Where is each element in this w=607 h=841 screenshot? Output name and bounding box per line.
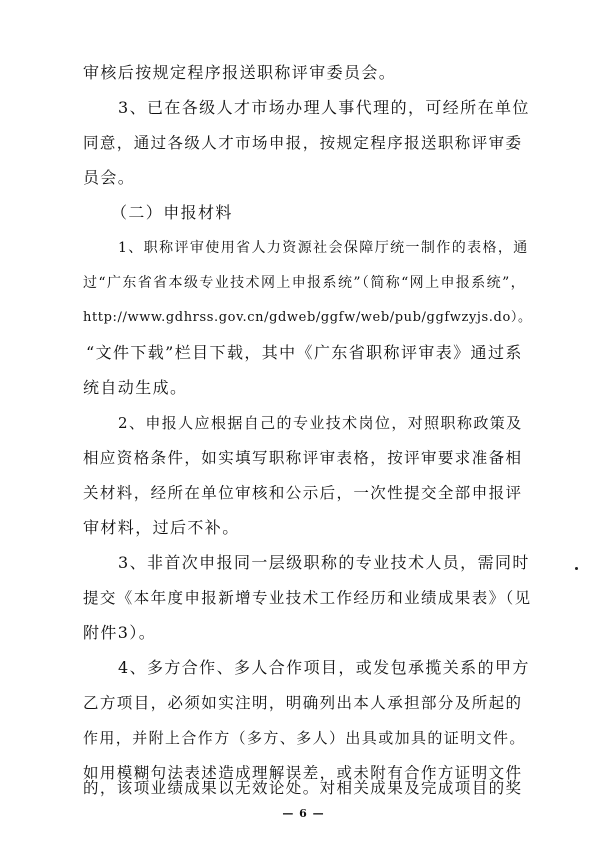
scan-speck <box>575 567 578 570</box>
text-line: 如用模糊句法表述造成理解误差，或未附有合作方证明文件 <box>83 764 523 782</box>
text-line: 统自动生成。 <box>83 378 188 397</box>
text-line: 过“广东省省本级专业技术网上申报系统”（简称“网上申报系统”， <box>83 275 527 291</box>
text-line: 审核后按规定程序报送职称评审委员会。 <box>83 63 397 82</box>
text-line: 附件3）。 <box>83 623 157 642</box>
text-line: 4、多方合作、多人合作项目，或发包承揽关系的甲方 <box>118 658 530 677</box>
text-line: 3、已在各级人才市场办理人事代理的，可经所在单位 <box>118 98 530 117</box>
text-line: 员会。 <box>83 168 136 187</box>
section-heading: （二）申报材料 <box>111 203 233 222</box>
text-line: 乙方项目，必须如实注明，明确列出本人承担部分及所起的 <box>83 694 523 712</box>
text-line: 作用，并附上合作方（多方、多人）出具或加具的证明文件。 <box>83 729 526 747</box>
url-line: http://www.gdhrss.gov.cn/gdweb/ggfw/web/pub/ggfwzyjs.do）。 <box>83 310 532 325</box>
text-line: 提交《本年度申报新增专业技术工作经历和业绩成果表》（见 <box>83 589 532 607</box>
text-line: 同意，通过各级人才市场申报，按规定程序报送职称评审委 <box>83 134 523 152</box>
text-line: “文件下载”栏目下载，其中《广东省职称评审表》通过系 <box>86 343 523 362</box>
page-number: — 6 — <box>282 807 325 820</box>
text-line: 的，该项业绩成果以无效论处。对相关成果及完成项目的奖 <box>83 779 523 797</box>
text-line: 3、非首次申报同一层级职称的专业技术人员，需同时 <box>118 553 530 572</box>
text-line: 相应资格条件，如实填写职称评审表格，按评审要求准备相 <box>83 449 523 467</box>
text-line: 1、职称评审使用省人力资源社会保障厅统一制作的表格，通 <box>118 240 529 256</box>
text-line: 2、申报人应根据自己的专业技术岗位，对照职称政策及 <box>118 414 523 432</box>
text-line: 审材料，过后不补。 <box>83 518 240 537</box>
text-line: 关材料，经所在单位审核和公示后，一次性提交全部申报评 <box>83 484 523 502</box>
